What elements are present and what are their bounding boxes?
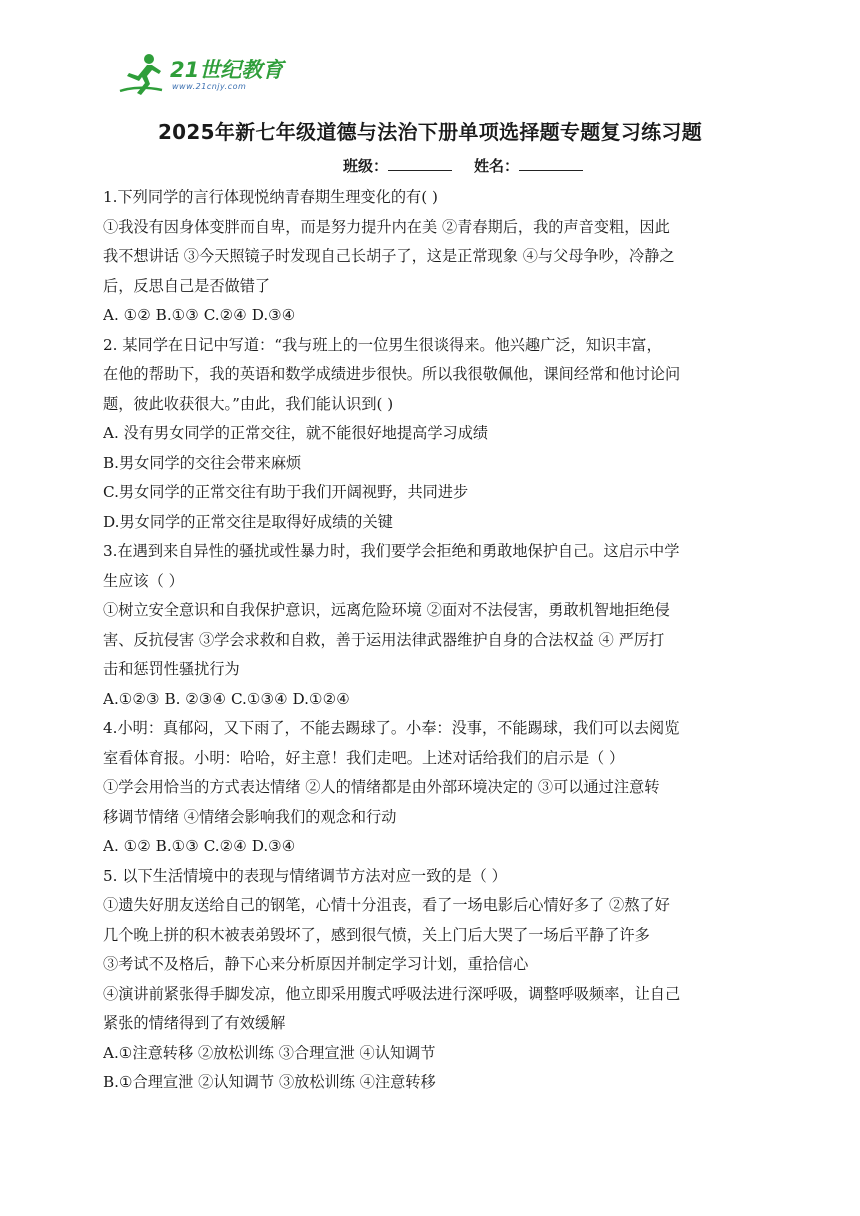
text-line: 后，反思自己是否做错了 [103,276,271,295]
text-line: 在他的帮助下，我的英语和数学成绩进步很快。所以我很敬佩他，课间经常和他讨论问 [103,365,681,383]
text-line: 室看体育报。小明：哈哈，好主意！我们走吧。上述对话给我们的启示是（ ） [103,748,625,767]
text-line: 我不想讲话 ③今天照镜子时发现自己长胡子了，这是正常现象 ④与父母争吵，冷静之 [103,247,675,265]
publisher-logo [118,52,293,102]
text-line: A.①注意转移 ②放松训练 ③合理宣泄 ④认知调节 [103,1043,436,1062]
name-blank [519,156,583,171]
text-line: 题，彼此收获很大。”由此，我们能认识到( ) [103,394,394,413]
text-line: B.男女同学的交往会带来麻烦 [103,453,302,472]
text-line: A. ①② B.①③ C.②④ D.③④ [103,306,296,324]
text-line: 2. 某同学在日记中写道：“我与班上的一位男生很谈得来。他兴趣广泛，知识丰富， [103,335,662,354]
class-label: 班级： [343,157,389,175]
text-line: 害、反抗侵害 ③学会求救和自救，善于运用法律武器维护自身的合法权益 ④ 严厉打 [103,630,665,649]
question-body [103,183,783,1098]
text-line: 5. 以下生活情境中的表现与情绪调节方法对应一致的是（ ） [103,866,507,885]
page-title: 2025年新七年级道德与法治下册单项选择题专题复习练习题 [157,120,703,144]
text-line: 生应该（ ） [103,571,184,590]
text-line: 击和惩罚性骚扰行为 [103,660,240,678]
text-line: A.①②③ B. ②③④ C.①③④ D.①②④ [103,689,350,708]
name-label: 姓名： [474,157,520,175]
text-line: ①遗失好朋友送给自己的钢笔，心情十分沮丧，看了一场电影后心情好多了 ②熬了好 [103,896,670,914]
text-line: ①我没有因身体变胖而自卑，而是努力提升内在美 ②青春期后，我的声音变粗，因此 [103,217,670,236]
text-line: C.男女同学的正常交往有助于我们开阔视野，共同进步 [103,483,469,501]
logo-url: www.21cnjy.com [172,82,247,91]
text-line: A. 没有男女同学的正常交往，就不能很好地提高学习成绩 [103,424,489,442]
student-info [343,155,605,176]
text-line: 4.小明：真郁闷，又下雨了，不能去踢球了。小奉：没事，不能踢球，我们可以去阅览 [103,719,680,737]
text-line: D.男女同学的正常交往是取得好成绩的关键 [103,512,393,531]
text-line: A. ①② B.①③ C.②④ D.③④ [103,837,296,855]
text-line: 紧张的情绪得到了有效缓解 [103,1014,286,1032]
text-line: ③考试不及格后，静下心来分析原因并制定学习计划，重拾信心 [103,955,529,973]
text-line: 移调节情绪 ④情绪会影响我们的观念和行动 [103,807,397,826]
text-line: ①树立安全意识和自我保护意识，远离危险环境 ②面对不法侵害，勇敢机智地拒绝侵 [103,601,670,619]
text-line: B.①合理宣泄 ②认知调节 ③放松训练 ④注意转移 [103,1073,436,1091]
class-blank [388,156,452,171]
text-line: ①学会用恰当的方式表达情绪 ②人的情绪都是由外部环境决定的 ③可以通过注意转 [103,778,660,796]
text-line: 3.在遇到来自异性的骚扰或性暴力时，我们要学会拒绝和勇敢地保护自己。这启示中学 [103,542,680,560]
text-line: 1.下列同学的言行体现悦纳青春期生理变化的有( ) [103,188,438,206]
text-line: 几个晚上拼的积木被表弟毁坏了，感到很气愤，关上门后大哭了一场后平静了许多 [103,925,650,944]
logo-wordmark: 21世纪教育 [170,58,284,82]
running-figure-icon [118,52,166,96]
text-line: ④演讲前紧张得手脚发凉，他立即采用腹式呼吸法进行深呼吸，调整呼吸频率，让自己 [103,984,681,1003]
